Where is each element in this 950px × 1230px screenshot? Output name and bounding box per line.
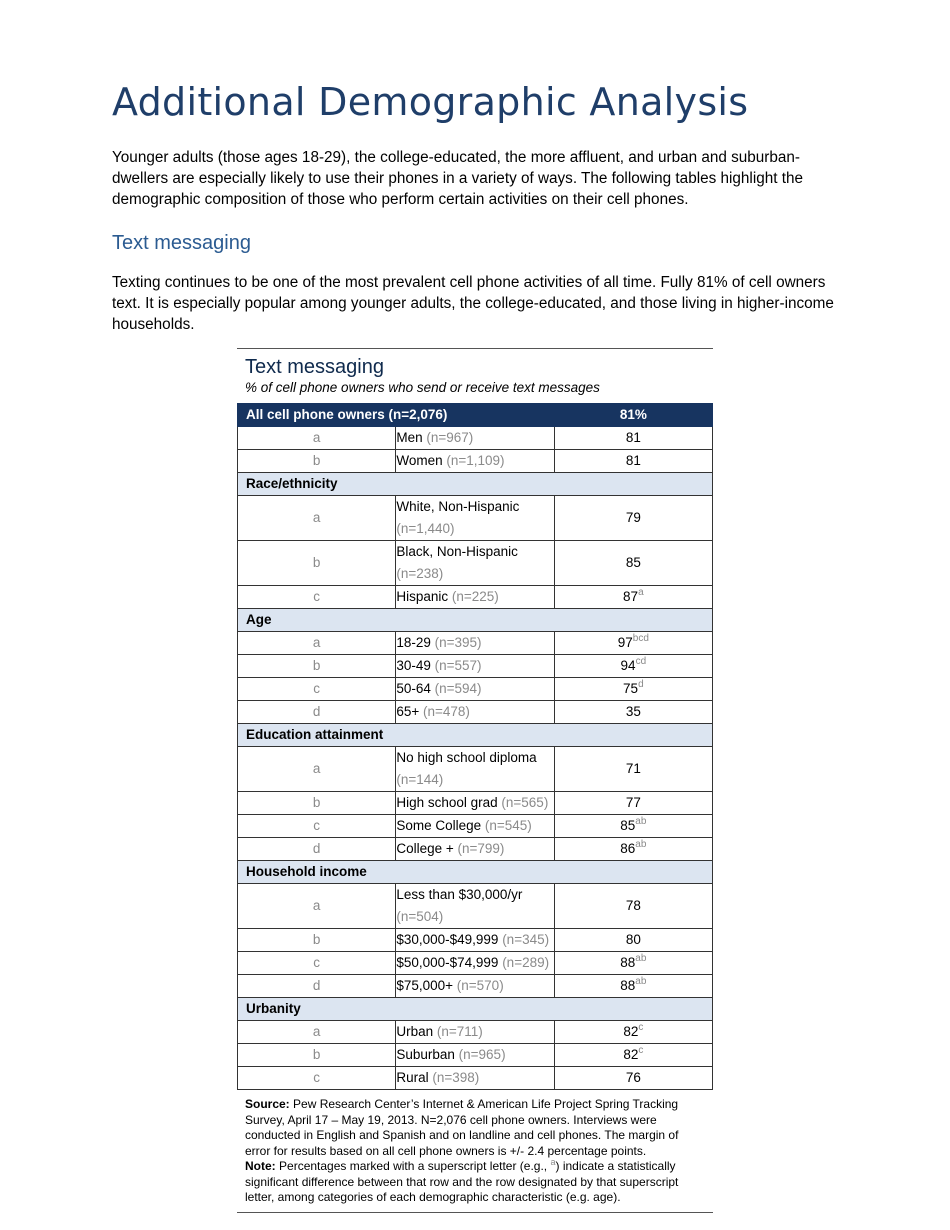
row-value-cell [554, 929, 712, 952]
table-row [238, 747, 713, 792]
row-label: Some College [396, 818, 482, 833]
table-row [238, 1021, 713, 1044]
row-label-cell [396, 747, 554, 792]
row-value: 87 [623, 589, 639, 604]
row-label: $30,000-$49,999 [396, 932, 499, 947]
row-value: 81 [625, 453, 641, 468]
data-table [237, 403, 713, 1090]
group-header-row [238, 609, 713, 632]
group-header-row [238, 473, 713, 496]
table-subtitle: % of cell phone owners who send or receive text messages [245, 380, 600, 395]
row-value-cell [554, 792, 712, 815]
row-value-cell [554, 678, 712, 701]
row-label: High school grad [396, 795, 498, 810]
row-value: 80 [625, 932, 641, 947]
section-paragraph: Texting continues to be one of the most prevalent cell phone activities of all time. Fully 81% of cell owners text. It is especially popular among younger adults, the college-educated, and those living in higher-income households. [112, 274, 834, 333]
table-row [238, 884, 713, 929]
note-label: Note: [245, 1159, 276, 1173]
row-sample-size: (n=545) [484, 818, 532, 833]
group-header-row [238, 861, 713, 884]
header-value: 81% [554, 404, 712, 427]
row-letter: c [238, 815, 396, 838]
row-sample-size: (n=144) [396, 772, 444, 787]
group-name: Education attainment [238, 724, 713, 747]
table-row [238, 701, 713, 724]
row-letter: a [238, 747, 396, 792]
table-row [238, 632, 713, 655]
row-label: $75,000+ [396, 978, 454, 993]
significance-marker: d [638, 679, 644, 690]
row-sample-size: (n=289) [502, 955, 550, 970]
table-row [238, 427, 713, 450]
table-row [238, 541, 713, 586]
row-label: Rural [396, 1070, 429, 1085]
row-value-cell [554, 1044, 712, 1067]
row-letter: a [238, 496, 396, 541]
row-label: 65+ [396, 704, 420, 719]
row-label: 50-64 [396, 681, 431, 696]
table-row [238, 678, 713, 701]
row-value-cell [554, 632, 712, 655]
row-value: 76 [625, 1070, 641, 1085]
row-label-cell [396, 586, 554, 609]
row-label-cell [396, 496, 554, 541]
note-example-superscript: a [550, 1157, 556, 1167]
table-row [238, 655, 713, 678]
significance-marker: ab [635, 953, 647, 964]
row-letter: c [238, 952, 396, 975]
row-value: 81 [625, 430, 641, 445]
row-label-cell [396, 884, 554, 929]
row-value: 82 [623, 1047, 639, 1062]
row-label: White, Non-Hispanic [396, 499, 520, 514]
table-row [238, 929, 713, 952]
row-label: Urban [396, 1024, 434, 1039]
row-label: 30-49 [396, 658, 431, 673]
table-row [238, 838, 713, 861]
row-label-cell [396, 792, 554, 815]
row-value: 79 [625, 510, 641, 525]
row-letter: c [238, 678, 396, 701]
row-sample-size: (n=570) [456, 978, 504, 993]
page-title: Additional Demographic Analysis [112, 80, 749, 124]
significance-marker: cd [635, 656, 647, 667]
row-value: 35 [625, 704, 641, 719]
row-letter: c [238, 1067, 396, 1090]
row-sample-size: (n=398) [432, 1070, 480, 1085]
significance-marker: c [638, 1022, 644, 1033]
row-value: 75 [623, 681, 639, 696]
row-label-cell [396, 975, 554, 998]
row-letter: d [238, 975, 396, 998]
row-label-cell [396, 541, 554, 586]
row-sample-size: (n=1,440) [396, 521, 455, 536]
row-sample-size: (n=478) [423, 704, 470, 719]
row-value: 88 [620, 978, 636, 993]
row-letter: d [238, 838, 396, 861]
significance-marker: a [638, 587, 644, 598]
row-label-cell [396, 1067, 554, 1090]
row-label-cell [396, 678, 554, 701]
row-letter: a [238, 884, 396, 929]
table-header-row [238, 404, 713, 427]
row-label: Black, Non-Hispanic [396, 544, 518, 559]
row-sample-size: (n=565) [501, 795, 549, 810]
row-sample-size: (n=345) [502, 932, 550, 947]
row-letter: b [238, 541, 396, 586]
group-header-row [238, 998, 713, 1021]
row-value-cell [554, 427, 712, 450]
row-letter: d [238, 701, 396, 724]
row-sample-size: (n=395) [434, 635, 482, 650]
row-label: Men [396, 430, 423, 445]
text-messaging-table-block [237, 348, 713, 1213]
row-label-cell [396, 1044, 554, 1067]
row-sample-size: (n=594) [434, 681, 482, 696]
table-notes [245, 1097, 705, 1206]
row-value-cell [554, 655, 712, 678]
section-heading: Text messaging [112, 232, 251, 254]
significance-marker: ab [635, 976, 647, 987]
row-letter: a [238, 427, 396, 450]
row-value: 86 [620, 841, 636, 856]
row-value: 82 [623, 1024, 639, 1039]
row-label-cell [396, 701, 554, 724]
row-value-cell [554, 1067, 712, 1090]
note-text-after: ) indicate a statistically significant difference between that row and the row designated by that superscript letter, among categories of each demographic characteristic (e.g. age). [245, 1159, 679, 1204]
note-text-before: Percentages marked with a superscript letter (e.g., [279, 1159, 551, 1173]
row-label-cell [396, 450, 554, 473]
row-sample-size: (n=965) [458, 1047, 506, 1062]
row-sample-size: (n=711) [436, 1024, 483, 1039]
row-label: 18-29 [396, 635, 431, 650]
row-letter: b [238, 1044, 396, 1067]
row-label: Less than $30,000/yr [396, 887, 523, 902]
row-label: College + [396, 841, 454, 856]
row-value: 85 [620, 818, 636, 833]
row-sample-size: (n=967) [426, 430, 474, 445]
row-letter: b [238, 792, 396, 815]
row-sample-size: (n=799) [457, 841, 505, 856]
significance-marker: bcd [632, 633, 649, 644]
row-label-cell [396, 952, 554, 975]
row-value-cell [554, 1021, 712, 1044]
row-label: Women [396, 453, 443, 468]
group-name: Age [238, 609, 713, 632]
table-row [238, 450, 713, 473]
table-row [238, 952, 713, 975]
row-value-cell [554, 884, 712, 929]
header-label: All cell phone owners (n=2,076) [238, 404, 555, 427]
table-row [238, 815, 713, 838]
group-name: Urbanity [238, 998, 713, 1021]
row-value-cell [554, 541, 712, 586]
row-letter: b [238, 655, 396, 678]
row-value-cell [554, 701, 712, 724]
row-sample-size: (n=504) [396, 909, 444, 924]
table-row [238, 1067, 713, 1090]
row-label-cell [396, 815, 554, 838]
row-value-cell [554, 815, 712, 838]
row-value-cell [554, 496, 712, 541]
row-sample-size: (n=1,109) [446, 453, 505, 468]
table-row [238, 496, 713, 541]
row-label-cell [396, 655, 554, 678]
table-title: Text messaging [245, 356, 384, 378]
row-value: 97 [617, 635, 633, 650]
row-label-cell [396, 427, 554, 450]
row-value: 78 [625, 898, 641, 913]
row-label-cell [396, 632, 554, 655]
source-label: Source: [245, 1097, 290, 1111]
row-value-cell [554, 747, 712, 792]
row-sample-size: (n=238) [396, 566, 444, 581]
row-letter: c [238, 586, 396, 609]
row-value-cell [554, 952, 712, 975]
row-label-cell [396, 929, 554, 952]
row-value: 71 [625, 761, 641, 776]
row-value: 85 [625, 555, 641, 570]
table-row [238, 1044, 713, 1067]
row-letter: a [238, 1021, 396, 1044]
row-letter: b [238, 929, 396, 952]
row-value-cell [554, 586, 712, 609]
row-label: Hispanic [396, 589, 449, 604]
row-value: 77 [625, 795, 641, 810]
intro-paragraph: Younger adults (those ages 18-29), the college-educated, the more affluent, and urban and suburban-dwellers are especially likely to use their phones in a variety of ways. The following tables highlight the demographic composition of those who perform certain activities on their cell phones. [112, 149, 803, 208]
row-value-cell [554, 975, 712, 998]
table-row [238, 586, 713, 609]
row-value: 88 [620, 955, 636, 970]
row-label-cell [396, 838, 554, 861]
row-label: Suburban [396, 1047, 455, 1062]
table-row [238, 792, 713, 815]
source-text: Pew Research Center’s Internet & American Life Project Spring Tracking Survey, April 17 – May 19, 2013. N=2,076 cell phone owners. Interviews were conducted in English and Spanish and on landline and cell phones. The margin of error for results based on all cell phone owners is +/- 2.4 percentage points. [245, 1097, 679, 1158]
row-letter: a [238, 632, 396, 655]
group-name: Household income [238, 861, 713, 884]
row-label: No high school diploma [396, 750, 537, 765]
group-name: Race/ethnicity [238, 473, 713, 496]
row-value-cell [554, 838, 712, 861]
group-header-row [238, 724, 713, 747]
row-sample-size: (n=557) [434, 658, 482, 673]
row-sample-size: (n=225) [451, 589, 499, 604]
row-value-cell [554, 450, 712, 473]
row-label: $50,000-$74,999 [396, 955, 499, 970]
row-value: 94 [620, 658, 636, 673]
significance-marker: c [638, 1045, 644, 1056]
significance-marker: ab [635, 816, 647, 827]
row-label-cell [396, 1021, 554, 1044]
table-row [238, 975, 713, 998]
row-letter: b [238, 450, 396, 473]
significance-marker: ab [635, 839, 647, 850]
